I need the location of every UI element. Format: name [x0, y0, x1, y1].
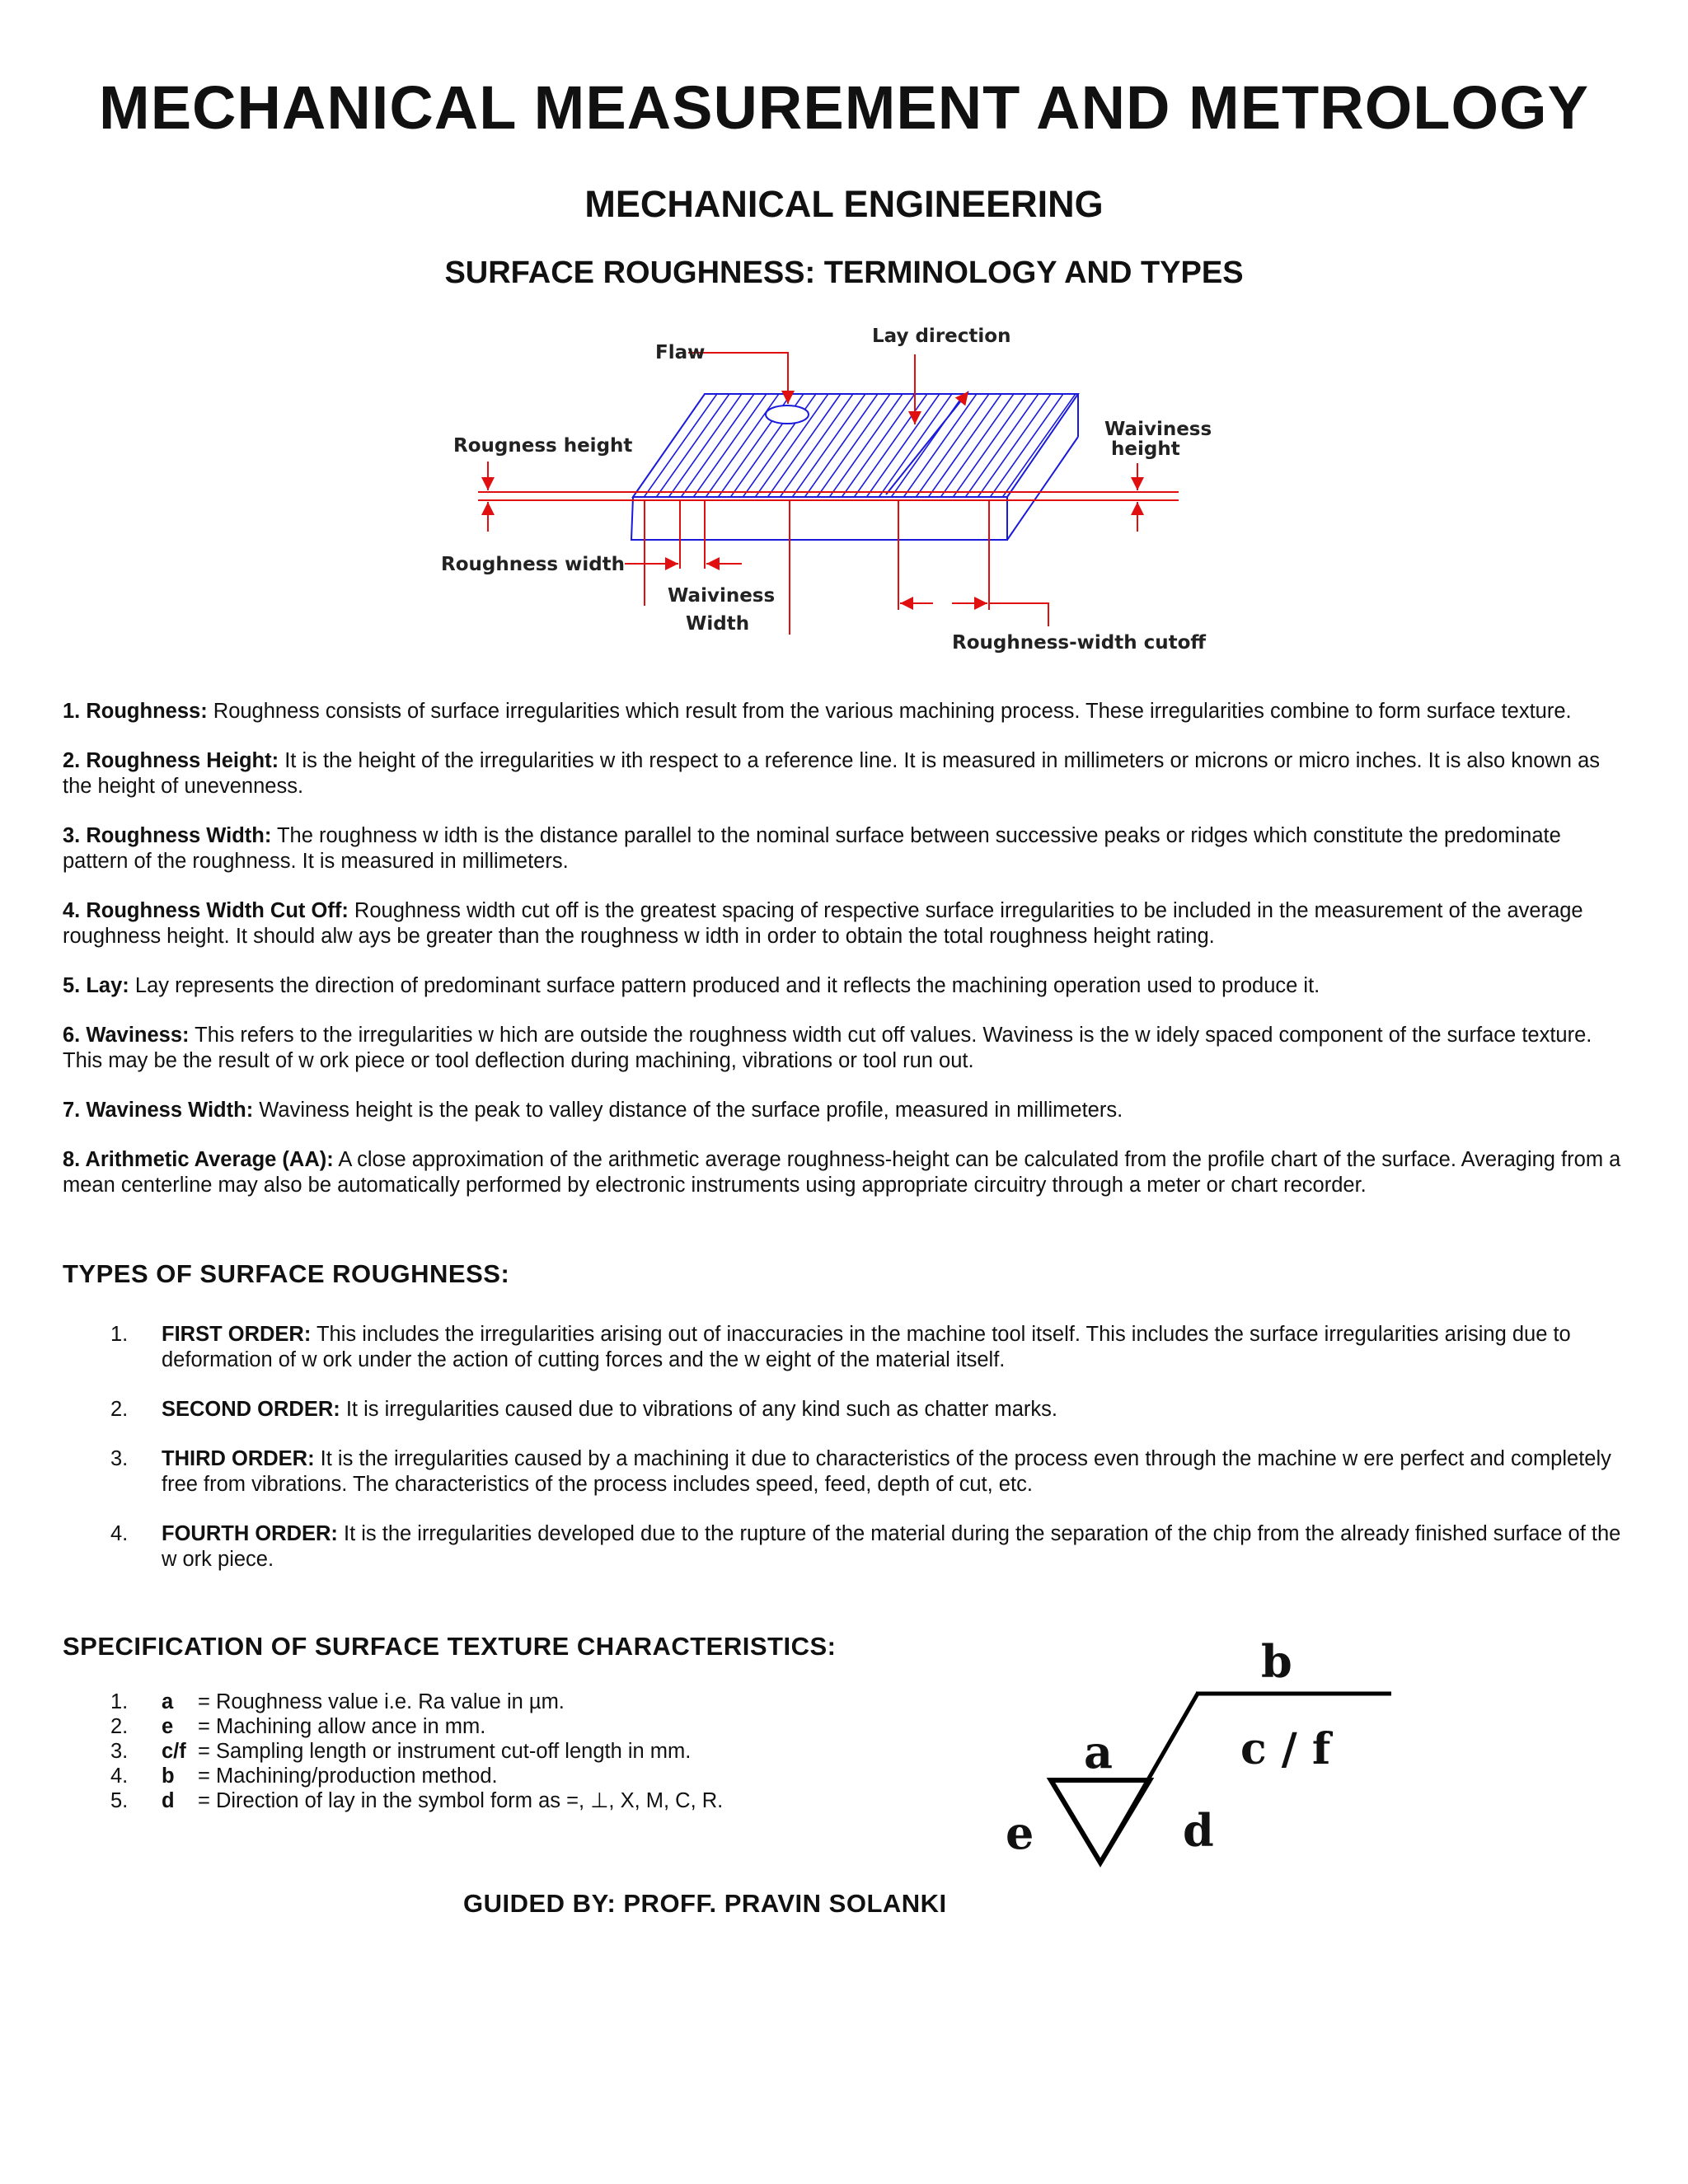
- definition-term: 3. Roughness Width:: [63, 824, 272, 847]
- spec-item: [63, 1788, 969, 1813]
- definition-term: 8. Arithmetic Average (AA):: [63, 1148, 334, 1171]
- hatch-line: [1039, 391, 1114, 499]
- definition-item: [63, 748, 1629, 799]
- specification-list: [63, 1690, 969, 1813]
- types-list: [63, 1322, 1629, 1596]
- type-label: FIRST ORDER:: [162, 1323, 312, 1346]
- hatch-line: [853, 391, 929, 499]
- type-label: THIRD ORDER:: [162, 1447, 315, 1470]
- symbol-label-b: b: [1261, 1636, 1292, 1688]
- symbol-label-e: e: [1006, 1807, 1034, 1859]
- spec-description: = Sampling length or instrument cut-off length in mm.: [198, 1740, 692, 1763]
- type-label: SECOND ORDER:: [162, 1398, 340, 1421]
- spec-symbol: b: [162, 1765, 175, 1788]
- hatch-line: [668, 391, 743, 499]
- spec-item: [63, 1690, 969, 1714]
- spec-number: 3.: [110, 1740, 129, 1763]
- hatch-line: [927, 391, 1003, 499]
- hatch-line: [828, 391, 904, 499]
- definition-text: Roughness width cut off is the greatest spacing of respective surface irregularities to be included in the measurement of the average roughness height. It should alw ays be greater than the roughness w idth in order to obtain the total roughness height rating.: [63, 899, 1583, 948]
- definition-text: It is the height of the irregularities w ith respect to a reference line. It is measured in millimeters or microns or micro inches. It is also known as the height of unevenness.: [63, 749, 1600, 798]
- spec-description: = Machining allow ance in mm.: [198, 1715, 486, 1738]
- type-item: [63, 1521, 1629, 1572]
- hatch-line: [705, 391, 781, 499]
- spec-description: = Machining/production method.: [198, 1765, 498, 1788]
- definition-text: The roughness w idth is the distance parallel to the nominal surface between successive peaks or ridges which constitute the predominate pattern of the roughness. It is measured in millimeters.: [63, 824, 1561, 873]
- label-waviness-width-1: Waiviness: [668, 585, 776, 607]
- surface-roughness-diagram: [420, 321, 1245, 668]
- symbol-label-a: a: [1084, 1726, 1113, 1779]
- label-flaw: Flaw: [655, 342, 706, 363]
- label-waviness-height-2: height: [1111, 438, 1180, 460]
- symbol-label-cf: c / f: [1240, 1724, 1331, 1774]
- workpiece-block: [618, 391, 1201, 540]
- type-text: It is irregularities caused due to vibrations of any kind such as chatter marks.: [340, 1398, 1058, 1421]
- hatch-line: [692, 391, 768, 499]
- spec-number: 1.: [110, 1690, 129, 1713]
- spec-number: 5.: [110, 1789, 129, 1812]
- definition-term: 6. Waviness:: [63, 1024, 190, 1047]
- types-heading: TYPES OF SURFACE ROUGHNESS:: [63, 1259, 510, 1288]
- hatch-line: [680, 391, 756, 499]
- guided-by: GUIDED BY: PROFF. PRAVIN SOLANKI: [463, 1889, 947, 1918]
- definition-text: A close approximation of the arithmetic average roughness-height can be calculated from the profile chart of the surface. Averaging from a mean centerline may also be automatically performed by electronic instruments using appropriate circuitry through a meter or chart recorder.: [63, 1148, 1621, 1197]
- type-text: It is the irregularities caused by a machining it due to characteristics of the process even through the machine w ere perfect and completely free from vibrations. The characteristics of the process includes speed, feed, depth of cut, etc.: [162, 1447, 1611, 1496]
- type-text: This includes the irregularities arising out of inaccuracies in the machine tool itself. This includes the surface irregularities arising due to deformation of w ork under the action of cutting forces and the w eight of the material itself.: [162, 1323, 1571, 1371]
- label-waviness-height-1: Waiviness: [1104, 419, 1212, 440]
- definition-item: [63, 699, 1629, 724]
- definition-term: 4. Roughness Width Cut Off:: [63, 899, 349, 922]
- definition-term: 7. Waviness Width:: [63, 1099, 254, 1122]
- hatch-line: [1001, 391, 1077, 499]
- measurement-arrows: [478, 353, 1179, 635]
- type-number: 3.: [110, 1447, 129, 1470]
- spec-item: [63, 1739, 969, 1764]
- spec-number: 4.: [110, 1765, 129, 1788]
- hatch-line: [655, 391, 731, 499]
- hatch-line: [964, 391, 1040, 499]
- symbol-triangle: [1051, 1780, 1150, 1863]
- type-item: [63, 1446, 1629, 1497]
- hatch-line: [989, 391, 1065, 499]
- hatch-line: [841, 391, 917, 499]
- hatch-line: [977, 391, 1053, 499]
- definition-item: [63, 1023, 1629, 1074]
- definition-item: [63, 973, 1629, 999]
- hatch-line: [816, 391, 892, 499]
- definitions-list: [63, 699, 1629, 1222]
- label-lay-direction: Lay direction: [872, 326, 1011, 347]
- definition-text: This refers to the irregularities w hich are outside the roughness width cut off values. Waviness is the w idely spaced component of the surface texture. This may be the result of w ork piece or tool deflection during machining, vibrations or tool run out.: [63, 1024, 1592, 1072]
- surface-texture-symbol: [997, 1636, 1426, 1883]
- type-item: [63, 1397, 1629, 1422]
- subtitle: MECHANICAL ENGINEERING: [584, 183, 1104, 225]
- spec-number: 2.: [110, 1715, 129, 1738]
- spec-item: [63, 1764, 969, 1788]
- spec-description: = Direction of lay in the symbol form as =, ⊥, X, M, C, R.: [198, 1789, 724, 1812]
- definition-item: [63, 823, 1629, 874]
- symbol-label-d: d: [1183, 1804, 1214, 1857]
- label-roughness-width-cutoff: Roughness-width cutoff: [952, 632, 1207, 654]
- type-number: 4.: [110, 1522, 129, 1545]
- flaw-mark: [766, 405, 809, 424]
- hatch-line: [903, 391, 978, 499]
- spec-description: = Roughness value i.e. Ra value in µm.: [198, 1690, 565, 1713]
- hatch-line: [940, 391, 1015, 499]
- hatch-line: [643, 391, 719, 499]
- definition-term: 5. Lay:: [63, 974, 129, 997]
- specification-heading: SPECIFICATION OF SURFACE TEXTURE CHARACTERISTICS:: [63, 1632, 837, 1661]
- definition-text: Lay represents the direction of predominant surface pattern produced and it reflects the machining operation used to produce it.: [129, 974, 1320, 997]
- label-waviness-width-2: Width: [686, 613, 750, 635]
- type-number: 2.: [110, 1398, 129, 1421]
- type-item: [63, 1322, 1629, 1373]
- definition-text: Roughness consists of surface irregularities which result from the various machining process. These irregularities combine to form surface texture.: [207, 700, 1572, 723]
- definition-term: 1. Roughness:: [63, 700, 208, 723]
- hatch-line: [1026, 391, 1102, 499]
- hatch-line: [804, 391, 879, 499]
- label-roughness-width: Roughness width: [441, 554, 626, 575]
- type-text: It is the irregularities developed due to the rupture of the material during the separation of the chip from the already finished surface of the w ork piece.: [162, 1522, 1621, 1571]
- definition-term: 2. Roughness Height:: [63, 749, 279, 772]
- type-number: 1.: [110, 1323, 129, 1346]
- spec-symbol: e: [162, 1715, 174, 1738]
- hatch-line: [865, 391, 941, 499]
- spec-symbol: d: [162, 1789, 175, 1812]
- spec-symbol: a: [162, 1690, 174, 1713]
- definition-item: [63, 1098, 1629, 1123]
- definition-text: Waviness height is the peak to valley distance of the surface profile, measured in millimeters.: [253, 1099, 1123, 1122]
- spec-item: [63, 1714, 969, 1739]
- section-title: SURFACE ROUGHNESS: TERMINOLOGY AND TYPES: [444, 255, 1244, 290]
- main-title: MECHANICAL MEASUREMENT AND METROLOGY: [99, 73, 1589, 142]
- definition-item: [63, 1147, 1629, 1198]
- type-label: FOURTH ORDER:: [162, 1522, 338, 1545]
- label-roughness-height: Rougness height: [453, 435, 633, 457]
- definition-item: [63, 898, 1629, 949]
- spec-symbol: c/f: [162, 1740, 186, 1763]
